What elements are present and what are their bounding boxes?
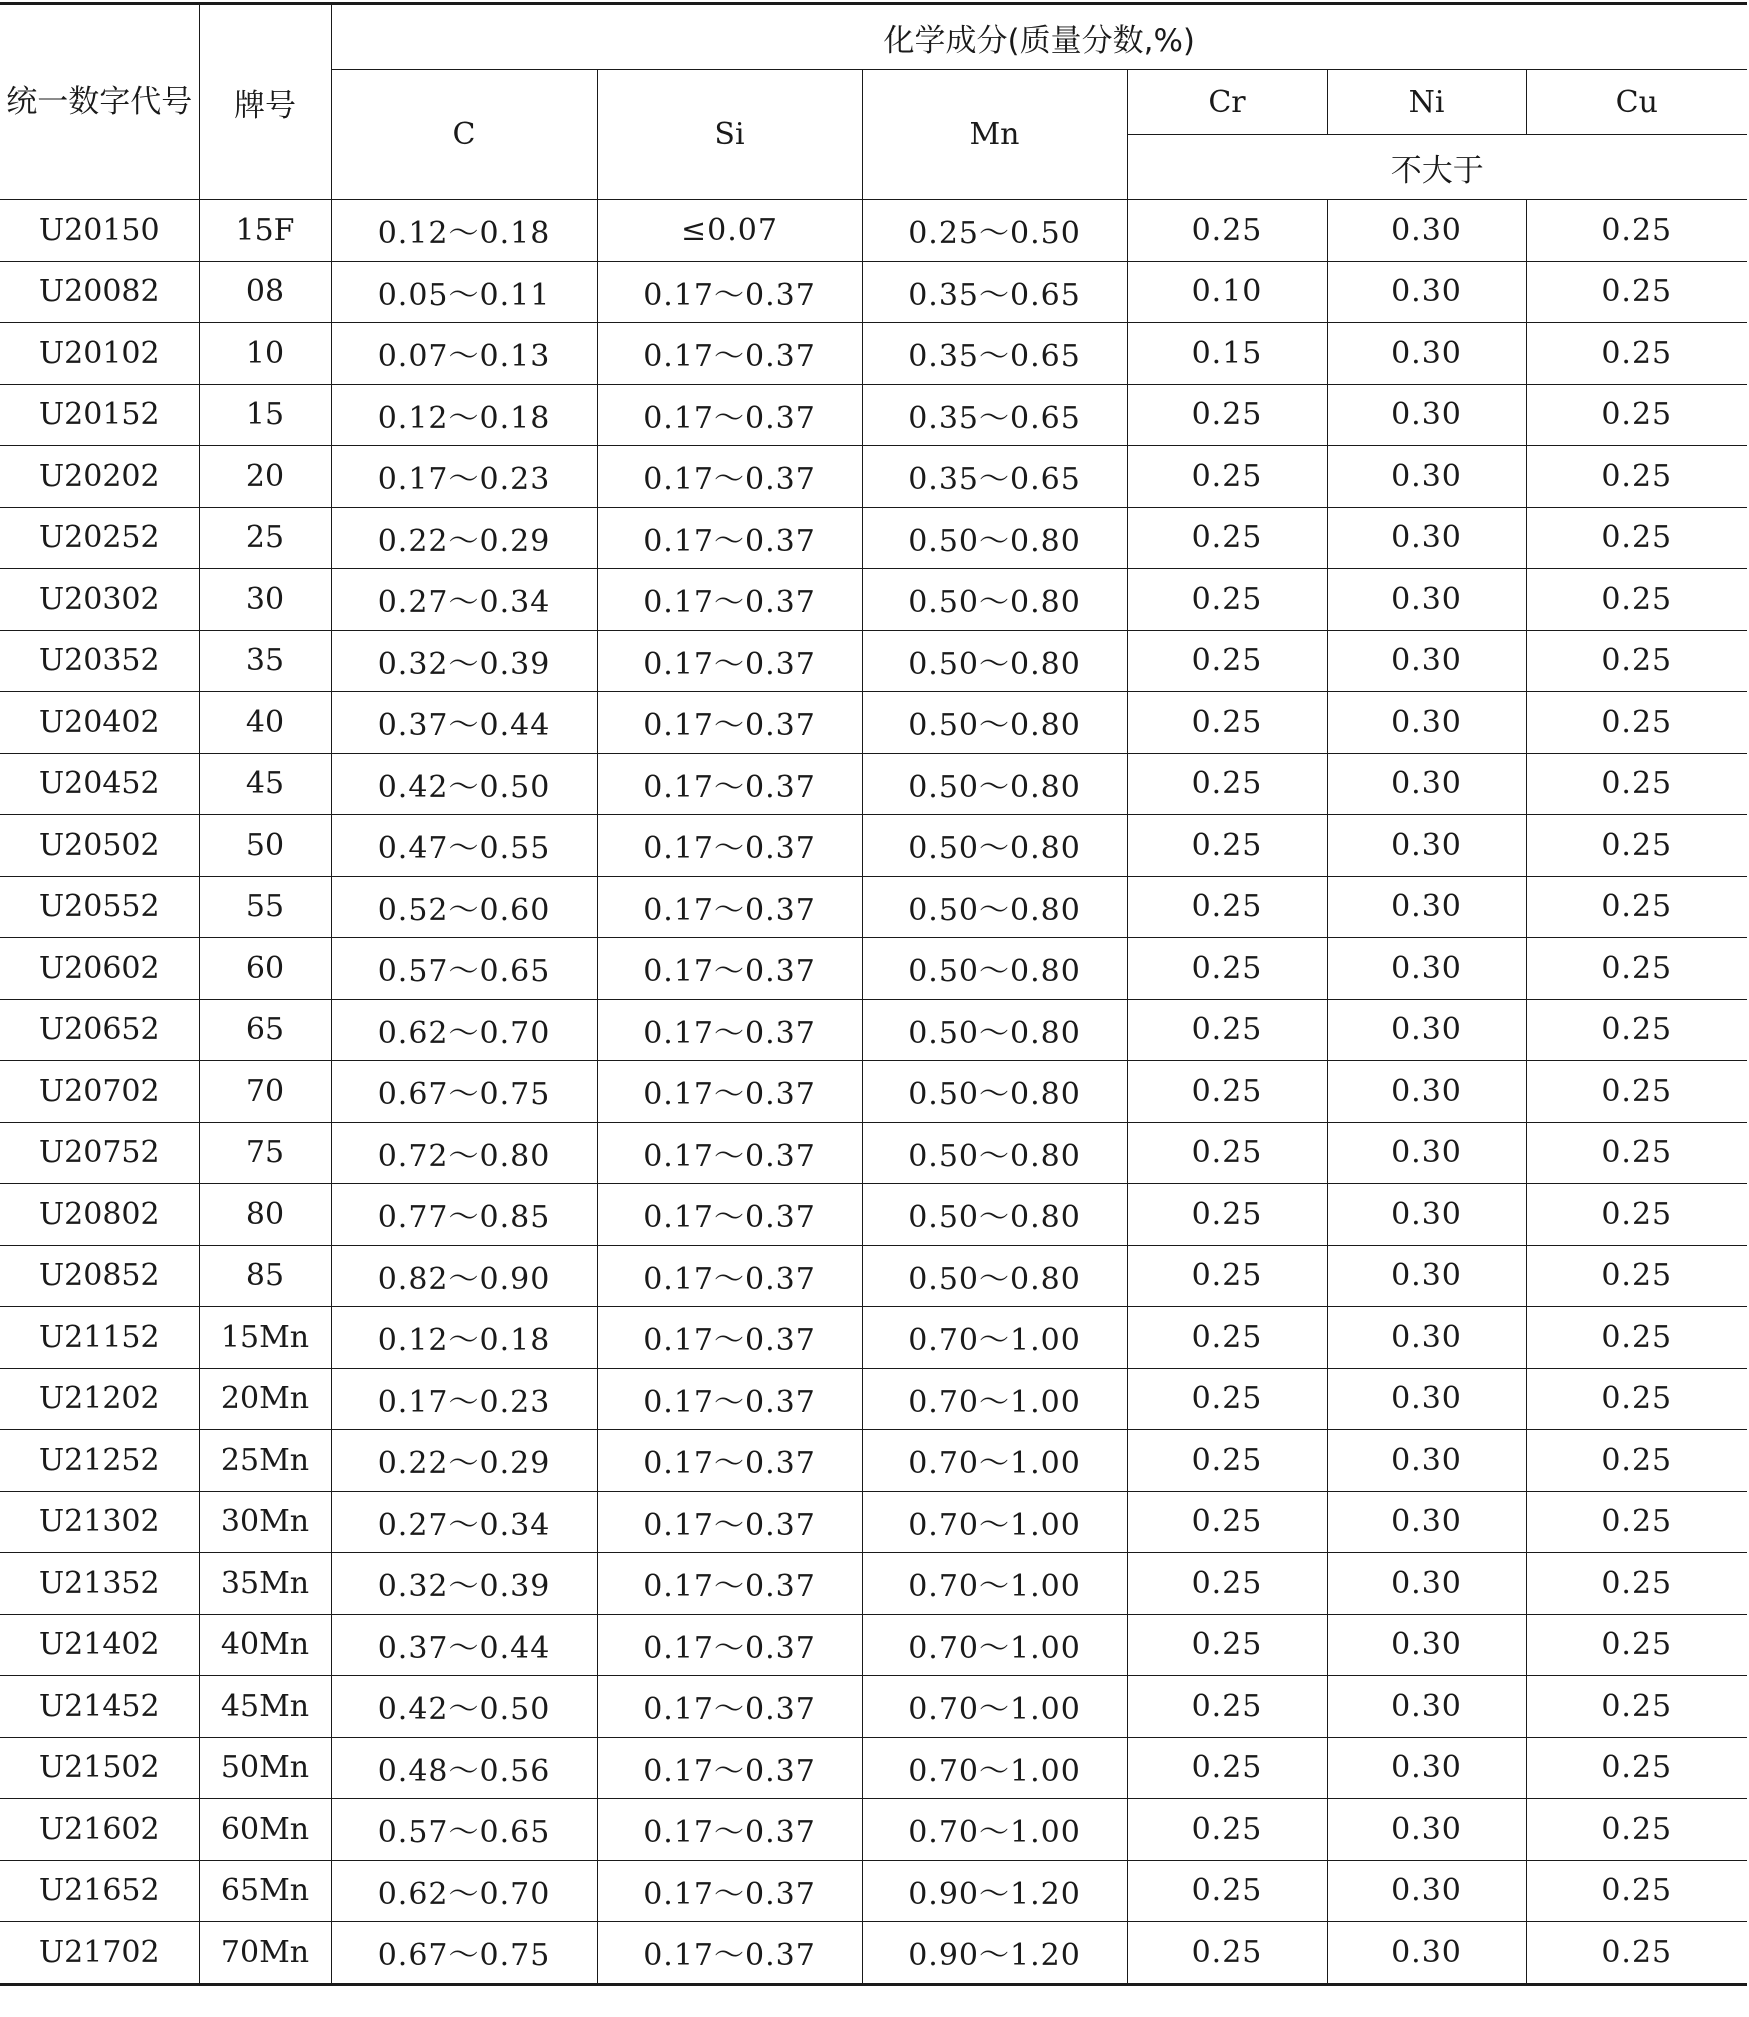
cu-cell: 0.25 bbox=[1526, 1184, 1747, 1246]
ni-cell: 0.30 bbox=[1327, 1860, 1526, 1922]
code-cell: U20852 bbox=[0, 1245, 199, 1307]
grade-cell: 65Mn bbox=[199, 1860, 331, 1922]
table-row bbox=[0, 1184, 1747, 1246]
cu-cell: 0.25 bbox=[1526, 1614, 1747, 1676]
cu-cell: 0.25 bbox=[1526, 753, 1747, 815]
ni-cell: 0.30 bbox=[1327, 200, 1526, 262]
cr-cell: 0.25 bbox=[1127, 1245, 1327, 1307]
table-row bbox=[0, 384, 1747, 446]
si-cell: 0.17～0.37 bbox=[597, 1676, 862, 1738]
mn-cell: 0.50～0.80 bbox=[862, 1245, 1127, 1307]
code-cell: U20202 bbox=[0, 446, 199, 508]
grade-cell: 70Mn bbox=[199, 1922, 331, 1985]
cr-cell: 0.25 bbox=[1127, 938, 1327, 1000]
grade-cell: 20 bbox=[199, 446, 331, 508]
si-cell: 0.17～0.37 bbox=[597, 1307, 862, 1369]
cu-cell: 0.25 bbox=[1526, 1491, 1747, 1553]
c-cell: 0.37～0.44 bbox=[331, 1614, 597, 1676]
cu-cell: 0.25 bbox=[1526, 1307, 1747, 1369]
element-ni-header: Ni bbox=[1327, 70, 1526, 135]
c-cell: 0.32～0.39 bbox=[331, 1553, 597, 1615]
c-cell: 0.27～0.34 bbox=[331, 1491, 597, 1553]
ni-cell: 0.30 bbox=[1327, 999, 1526, 1061]
table-row bbox=[0, 1245, 1747, 1307]
si-cell: 0.17～0.37 bbox=[597, 938, 862, 1000]
cr-cell: 0.25 bbox=[1127, 753, 1327, 815]
cr-cell: 0.25 bbox=[1127, 630, 1327, 692]
mn-cell: 0.50～0.80 bbox=[862, 999, 1127, 1061]
si-cell: 0.17～0.37 bbox=[597, 1860, 862, 1922]
mn-cell: 0.90～1.20 bbox=[862, 1860, 1127, 1922]
cu-cell: 0.25 bbox=[1526, 1553, 1747, 1615]
cr-cell: 0.25 bbox=[1127, 1184, 1327, 1246]
cr-cell: 0.25 bbox=[1127, 1430, 1327, 1492]
grade-cell: 15 bbox=[199, 384, 331, 446]
code-cell: U20702 bbox=[0, 1061, 199, 1123]
mn-cell: 0.70～1.00 bbox=[862, 1491, 1127, 1553]
table-row bbox=[0, 692, 1747, 754]
ni-cell: 0.30 bbox=[1327, 1122, 1526, 1184]
cr-cell: 0.25 bbox=[1127, 692, 1327, 754]
c-cell: 0.48～0.56 bbox=[331, 1737, 597, 1799]
c-cell: 0.07～0.13 bbox=[331, 323, 597, 385]
table-row bbox=[0, 1122, 1747, 1184]
si-cell: 0.17～0.37 bbox=[597, 1061, 862, 1123]
ni-cell: 0.30 bbox=[1327, 753, 1526, 815]
c-cell: 0.67～0.75 bbox=[331, 1922, 597, 1985]
mn-cell: 0.50～0.80 bbox=[862, 692, 1127, 754]
header-row-1 bbox=[0, 4, 1747, 70]
cu-cell: 0.25 bbox=[1526, 1676, 1747, 1738]
cu-cell: 0.25 bbox=[1526, 446, 1747, 508]
c-cell: 0.12～0.18 bbox=[331, 384, 597, 446]
si-cell: 0.17～0.37 bbox=[597, 876, 862, 938]
mn-cell: 0.35～0.65 bbox=[862, 261, 1127, 323]
table-row bbox=[0, 630, 1747, 692]
cu-cell: 0.25 bbox=[1526, 323, 1747, 385]
si-cell: 0.17～0.37 bbox=[597, 1122, 862, 1184]
code-cell: U20252 bbox=[0, 507, 199, 569]
table-body bbox=[0, 200, 1747, 1985]
table-row bbox=[0, 1799, 1747, 1861]
code-cell: U20602 bbox=[0, 938, 199, 1000]
cu-cell: 0.25 bbox=[1526, 630, 1747, 692]
c-cell: 0.17～0.23 bbox=[331, 1368, 597, 1430]
cu-cell: 0.25 bbox=[1526, 999, 1747, 1061]
ni-cell: 0.30 bbox=[1327, 1430, 1526, 1492]
grade-cell: 55 bbox=[199, 876, 331, 938]
si-cell: 0.17～0.37 bbox=[597, 1184, 862, 1246]
c-cell: 0.12～0.18 bbox=[331, 200, 597, 262]
cr-cell: 0.25 bbox=[1127, 1122, 1327, 1184]
si-cell: 0.17～0.37 bbox=[597, 1491, 862, 1553]
grade-cell: 40 bbox=[199, 692, 331, 754]
mn-cell: 0.70～1.00 bbox=[862, 1737, 1127, 1799]
cr-cell: 0.25 bbox=[1127, 1860, 1327, 1922]
code-cell: U21702 bbox=[0, 1922, 199, 1985]
cr-cell: 0.25 bbox=[1127, 876, 1327, 938]
si-cell: 0.17～0.37 bbox=[597, 999, 862, 1061]
ni-cell: 0.30 bbox=[1327, 1307, 1526, 1369]
ni-cell: 0.30 bbox=[1327, 1922, 1526, 1985]
cr-cell: 0.25 bbox=[1127, 1368, 1327, 1430]
mn-cell: 0.50～0.80 bbox=[862, 507, 1127, 569]
grade-cell: 60 bbox=[199, 938, 331, 1000]
cu-cell: 0.25 bbox=[1526, 1922, 1747, 1985]
cr-cell: 0.25 bbox=[1127, 1737, 1327, 1799]
c-cell: 0.32～0.39 bbox=[331, 630, 597, 692]
grade-cell: 15F bbox=[199, 200, 331, 262]
grade-cell: 30Mn bbox=[199, 1491, 331, 1553]
cr-cell: 0.25 bbox=[1127, 1799, 1327, 1861]
table-row bbox=[0, 200, 1747, 262]
cu-cell: 0.25 bbox=[1526, 384, 1747, 446]
si-cell: 0.17～0.37 bbox=[597, 446, 862, 508]
table-row bbox=[0, 446, 1747, 508]
code-cell: U20402 bbox=[0, 692, 199, 754]
grade-cell: 65 bbox=[199, 999, 331, 1061]
table-row bbox=[0, 507, 1747, 569]
code-cell: U20150 bbox=[0, 200, 199, 262]
c-cell: 0.17～0.23 bbox=[331, 446, 597, 508]
cr-cell: 0.25 bbox=[1127, 384, 1327, 446]
ni-cell: 0.30 bbox=[1327, 1245, 1526, 1307]
si-cell: 0.17～0.37 bbox=[597, 692, 862, 754]
code-cell: U21502 bbox=[0, 1737, 199, 1799]
cr-cell: 0.25 bbox=[1127, 999, 1327, 1061]
si-cell: 0.17～0.37 bbox=[597, 1922, 862, 1985]
cu-cell: 0.25 bbox=[1526, 507, 1747, 569]
code-cell: U21452 bbox=[0, 1676, 199, 1738]
code-cell: U20652 bbox=[0, 999, 199, 1061]
c-cell: 0.27～0.34 bbox=[331, 569, 597, 631]
grade-cell: 50Mn bbox=[199, 1737, 331, 1799]
cr-cell: 0.25 bbox=[1127, 1922, 1327, 1985]
code-cell: U21252 bbox=[0, 1430, 199, 1492]
table-row bbox=[0, 1307, 1747, 1369]
table-row bbox=[0, 876, 1747, 938]
grade-cell: 10 bbox=[199, 323, 331, 385]
ni-cell: 0.30 bbox=[1327, 1184, 1526, 1246]
chemical-composition-table bbox=[0, 2, 1747, 1986]
grade-cell: 35 bbox=[199, 630, 331, 692]
table-row bbox=[0, 1553, 1747, 1615]
mn-cell: 0.35～0.65 bbox=[862, 446, 1127, 508]
si-cell: 0.17～0.37 bbox=[597, 1553, 862, 1615]
ni-cell: 0.30 bbox=[1327, 261, 1526, 323]
code-cell: U20452 bbox=[0, 753, 199, 815]
table-row bbox=[0, 1491, 1747, 1553]
cu-cell: 0.25 bbox=[1526, 261, 1747, 323]
grade-header: 牌号 bbox=[199, 4, 331, 200]
c-cell: 0.62～0.70 bbox=[331, 999, 597, 1061]
cr-cell: 0.25 bbox=[1127, 1061, 1327, 1123]
cu-cell: 0.25 bbox=[1526, 815, 1747, 877]
grade-cell: 45Mn bbox=[199, 1676, 331, 1738]
grade-cell: 45 bbox=[199, 753, 331, 815]
si-cell: 0.17～0.37 bbox=[597, 261, 862, 323]
element-c-header: C bbox=[331, 70, 597, 200]
cr-cell: 0.25 bbox=[1127, 1676, 1327, 1738]
mn-cell: 0.70～1.00 bbox=[862, 1799, 1127, 1861]
cr-cell: 0.25 bbox=[1127, 569, 1327, 631]
cu-cell: 0.25 bbox=[1526, 1122, 1747, 1184]
ni-cell: 0.30 bbox=[1327, 446, 1526, 508]
cu-cell: 0.25 bbox=[1526, 1799, 1747, 1861]
grade-cell: 80 bbox=[199, 1184, 331, 1246]
c-cell: 0.47～0.55 bbox=[331, 815, 597, 877]
ni-cell: 0.30 bbox=[1327, 692, 1526, 754]
c-cell: 0.57～0.65 bbox=[331, 938, 597, 1000]
mn-cell: 0.50～0.80 bbox=[862, 569, 1127, 631]
table-row bbox=[0, 1368, 1747, 1430]
code-cell: U20502 bbox=[0, 815, 199, 877]
cr-cell: 0.25 bbox=[1127, 1614, 1327, 1676]
table-row bbox=[0, 1922, 1747, 1985]
cu-cell: 0.25 bbox=[1526, 569, 1747, 631]
code-cell: U21302 bbox=[0, 1491, 199, 1553]
mn-cell: 0.50～0.80 bbox=[862, 1122, 1127, 1184]
cr-cell: 0.25 bbox=[1127, 1307, 1327, 1369]
cu-cell: 0.25 bbox=[1526, 1245, 1747, 1307]
ni-cell: 0.30 bbox=[1327, 1368, 1526, 1430]
table-row bbox=[0, 323, 1747, 385]
table-row bbox=[0, 569, 1747, 631]
cr-cell: 0.10 bbox=[1127, 261, 1327, 323]
grade-cell: 50 bbox=[199, 815, 331, 877]
table-row bbox=[0, 753, 1747, 815]
mn-cell: 0.70～1.00 bbox=[862, 1614, 1127, 1676]
code-cell: U20082 bbox=[0, 261, 199, 323]
si-cell: 0.17～0.37 bbox=[597, 753, 862, 815]
table-row bbox=[0, 1614, 1747, 1676]
si-cell: 0.17～0.37 bbox=[597, 1614, 862, 1676]
cr-cell: 0.25 bbox=[1127, 507, 1327, 569]
code-cell: U20102 bbox=[0, 323, 199, 385]
grade-cell: 15Mn bbox=[199, 1307, 331, 1369]
cr-cell: 0.25 bbox=[1127, 200, 1327, 262]
si-cell: 0.17～0.37 bbox=[597, 323, 862, 385]
table-row bbox=[0, 1860, 1747, 1922]
table-row bbox=[0, 1430, 1747, 1492]
table-row bbox=[0, 999, 1747, 1061]
table-row bbox=[0, 261, 1747, 323]
mn-cell: 0.70～1.00 bbox=[862, 1307, 1127, 1369]
composition-header: 化学成分(质量分数,%) bbox=[331, 4, 1747, 70]
grade-cell: 30 bbox=[199, 569, 331, 631]
table-row bbox=[0, 938, 1747, 1000]
grade-cell: 08 bbox=[199, 261, 331, 323]
ni-cell: 0.30 bbox=[1327, 1553, 1526, 1615]
ni-cell: 0.30 bbox=[1327, 384, 1526, 446]
element-mn-header: Mn bbox=[862, 70, 1127, 200]
mn-cell: 0.70～1.00 bbox=[862, 1676, 1127, 1738]
si-cell: 0.17～0.37 bbox=[597, 815, 862, 877]
mn-cell: 0.50～0.80 bbox=[862, 630, 1127, 692]
grade-cell: 20Mn bbox=[199, 1368, 331, 1430]
code-cell: U20752 bbox=[0, 1122, 199, 1184]
cu-cell: 0.25 bbox=[1526, 1368, 1747, 1430]
unified-code-header: 统一数字代号 bbox=[0, 4, 199, 200]
c-cell: 0.72～0.80 bbox=[331, 1122, 597, 1184]
grade-cell: 25Mn bbox=[199, 1430, 331, 1492]
ni-cell: 0.30 bbox=[1327, 630, 1526, 692]
cu-cell: 0.25 bbox=[1526, 876, 1747, 938]
code-cell: U20802 bbox=[0, 1184, 199, 1246]
si-cell: 0.17～0.37 bbox=[597, 384, 862, 446]
grade-cell: 70 bbox=[199, 1061, 331, 1123]
ni-cell: 0.30 bbox=[1327, 323, 1526, 385]
si-cell: 0.17～0.37 bbox=[597, 1245, 862, 1307]
c-cell: 0.42～0.50 bbox=[331, 753, 597, 815]
table-row bbox=[0, 815, 1747, 877]
mn-cell: 0.70～1.00 bbox=[862, 1430, 1127, 1492]
table-row bbox=[0, 1061, 1747, 1123]
element-cr-header: Cr bbox=[1127, 70, 1327, 135]
c-cell: 0.82～0.90 bbox=[331, 1245, 597, 1307]
mn-cell: 0.50～0.80 bbox=[862, 1061, 1127, 1123]
si-cell: 0.17～0.37 bbox=[597, 569, 862, 631]
ni-cell: 0.30 bbox=[1327, 1676, 1526, 1738]
mn-cell: 0.50～0.80 bbox=[862, 876, 1127, 938]
si-cell: 0.17～0.37 bbox=[597, 1799, 862, 1861]
si-cell: 0.17～0.37 bbox=[597, 630, 862, 692]
cr-cell: 0.25 bbox=[1127, 815, 1327, 877]
cu-cell: 0.25 bbox=[1526, 1061, 1747, 1123]
cu-cell: 0.25 bbox=[1526, 1860, 1747, 1922]
c-cell: 0.52～0.60 bbox=[331, 876, 597, 938]
c-cell: 0.37～0.44 bbox=[331, 692, 597, 754]
ni-cell: 0.30 bbox=[1327, 938, 1526, 1000]
ni-cell: 0.30 bbox=[1327, 1737, 1526, 1799]
code-cell: U21402 bbox=[0, 1614, 199, 1676]
mn-cell: 0.25～0.50 bbox=[862, 200, 1127, 262]
mn-cell: 0.90～1.20 bbox=[862, 1922, 1127, 1985]
code-cell: U20302 bbox=[0, 569, 199, 631]
mn-cell: 0.50～0.80 bbox=[862, 815, 1127, 877]
mn-cell: 0.50～0.80 bbox=[862, 753, 1127, 815]
table-header bbox=[0, 4, 1747, 200]
code-cell: U21152 bbox=[0, 1307, 199, 1369]
table-row bbox=[0, 1737, 1747, 1799]
ni-cell: 0.30 bbox=[1327, 815, 1526, 877]
code-cell: U20152 bbox=[0, 384, 199, 446]
si-cell: ≤0.07 bbox=[597, 200, 862, 262]
ni-cell: 0.30 bbox=[1327, 1799, 1526, 1861]
mn-cell: 0.35～0.65 bbox=[862, 384, 1127, 446]
c-cell: 0.22～0.29 bbox=[331, 1430, 597, 1492]
si-cell: 0.17～0.37 bbox=[597, 1430, 862, 1492]
grade-cell: 75 bbox=[199, 1122, 331, 1184]
element-si-header: Si bbox=[597, 70, 862, 200]
c-cell: 0.57～0.65 bbox=[331, 1799, 597, 1861]
max-note-header: 不大于 bbox=[1127, 135, 1747, 200]
cu-cell: 0.25 bbox=[1526, 1737, 1747, 1799]
cr-cell: 0.25 bbox=[1127, 446, 1327, 508]
code-cell: U21202 bbox=[0, 1368, 199, 1430]
grade-cell: 60Mn bbox=[199, 1799, 331, 1861]
cr-cell: 0.25 bbox=[1127, 1491, 1327, 1553]
c-cell: 0.77～0.85 bbox=[331, 1184, 597, 1246]
code-cell: U21652 bbox=[0, 1860, 199, 1922]
grade-cell: 35Mn bbox=[199, 1553, 331, 1615]
cr-cell: 0.15 bbox=[1127, 323, 1327, 385]
c-cell: 0.12～0.18 bbox=[331, 1307, 597, 1369]
c-cell: 0.42～0.50 bbox=[331, 1676, 597, 1738]
mn-cell: 0.70～1.00 bbox=[862, 1553, 1127, 1615]
code-cell: U21352 bbox=[0, 1553, 199, 1615]
si-cell: 0.17～0.37 bbox=[597, 1737, 862, 1799]
c-cell: 0.62～0.70 bbox=[331, 1860, 597, 1922]
code-cell: U20552 bbox=[0, 876, 199, 938]
element-cu-header: Cu bbox=[1526, 70, 1747, 135]
si-cell: 0.17～0.37 bbox=[597, 507, 862, 569]
mn-cell: 0.35～0.65 bbox=[862, 323, 1127, 385]
grade-cell: 85 bbox=[199, 1245, 331, 1307]
code-cell: U21602 bbox=[0, 1799, 199, 1861]
mn-cell: 0.70～1.00 bbox=[862, 1368, 1127, 1430]
grade-cell: 40Mn bbox=[199, 1614, 331, 1676]
table-row bbox=[0, 1676, 1747, 1738]
mn-cell: 0.50～0.80 bbox=[862, 1184, 1127, 1246]
mn-cell: 0.50～0.80 bbox=[862, 938, 1127, 1000]
c-cell: 0.67～0.75 bbox=[331, 1061, 597, 1123]
ni-cell: 0.30 bbox=[1327, 569, 1526, 631]
code-cell: U20352 bbox=[0, 630, 199, 692]
cr-cell: 0.25 bbox=[1127, 1553, 1327, 1615]
c-cell: 0.05～0.11 bbox=[331, 261, 597, 323]
cu-cell: 0.25 bbox=[1526, 200, 1747, 262]
ni-cell: 0.30 bbox=[1327, 507, 1526, 569]
si-cell: 0.17～0.37 bbox=[597, 1368, 862, 1430]
ni-cell: 0.30 bbox=[1327, 1491, 1526, 1553]
ni-cell: 0.30 bbox=[1327, 1061, 1526, 1123]
grade-cell: 25 bbox=[199, 507, 331, 569]
c-cell: 0.22～0.29 bbox=[331, 507, 597, 569]
cu-cell: 0.25 bbox=[1526, 1430, 1747, 1492]
ni-cell: 0.30 bbox=[1327, 876, 1526, 938]
cu-cell: 0.25 bbox=[1526, 692, 1747, 754]
ni-cell: 0.30 bbox=[1327, 1614, 1526, 1676]
cu-cell: 0.25 bbox=[1526, 938, 1747, 1000]
